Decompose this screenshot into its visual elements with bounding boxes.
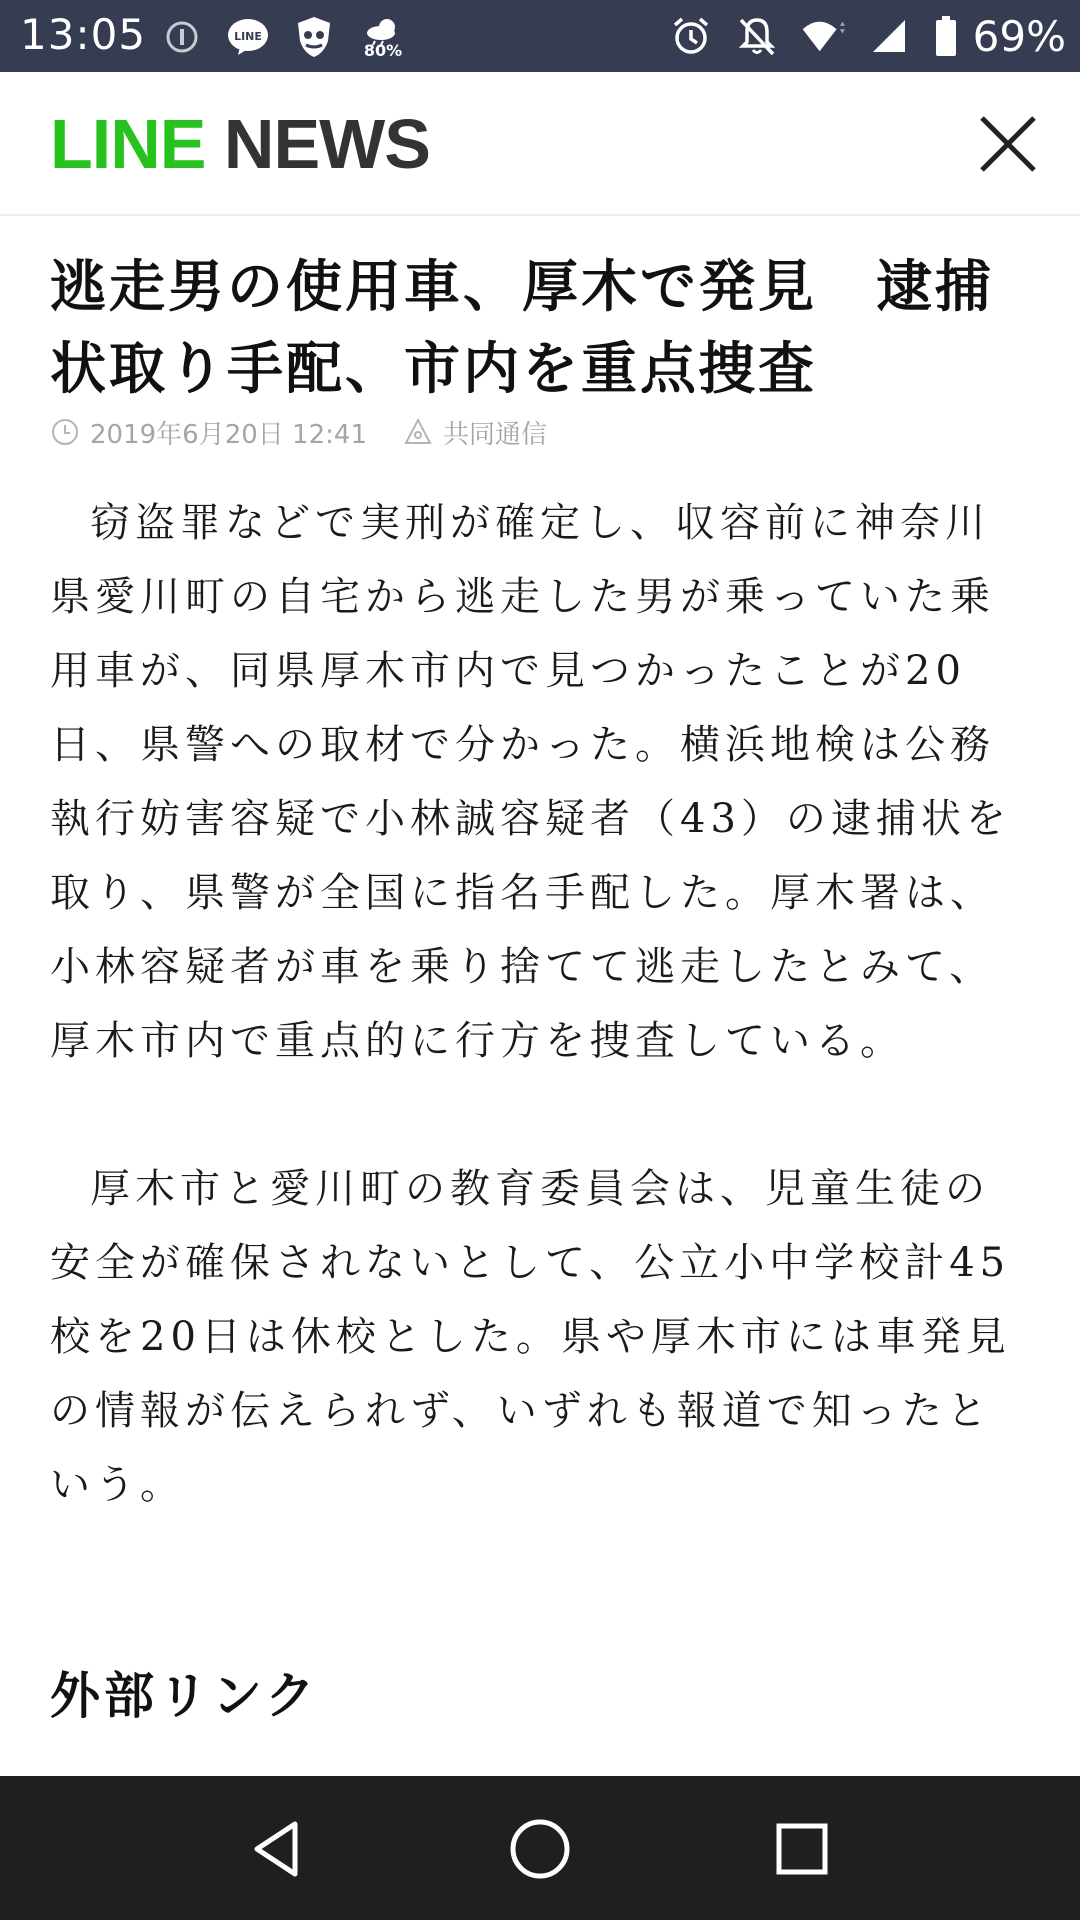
svg-text:LINE: LINE xyxy=(234,30,262,43)
article-source[interactable] xyxy=(403,414,547,451)
recents-button[interactable] xyxy=(769,1816,835,1882)
system-icons xyxy=(669,10,1066,62)
signal-icon xyxy=(867,14,911,58)
wifi-icon xyxy=(801,14,845,58)
info-icon xyxy=(160,15,204,59)
shield-icon xyxy=(292,15,336,59)
external-links-title: 外部リンク xyxy=(50,1666,319,1725)
back-button[interactable] xyxy=(245,1816,311,1882)
home-icon xyxy=(507,1816,573,1882)
alarm-icon xyxy=(669,14,713,58)
line-icon xyxy=(226,15,270,59)
app-header xyxy=(0,72,1080,216)
article-body xyxy=(50,486,1030,1596)
mute-icon xyxy=(735,14,779,58)
article[interactable] xyxy=(0,216,1080,1776)
article-date-text: 2019年6月20日 12:41 xyxy=(90,419,367,450)
publisher-icon xyxy=(403,417,433,447)
clock-icon xyxy=(50,417,80,447)
logo-news-text: NEWS xyxy=(205,105,430,183)
article-meta xyxy=(50,412,547,452)
article-paragraph-2: 厚木市と愛川町の教育委員会は、児童生徒の安全が確保されないとして、公立小中学校計45校を20日は休校とした。県や厚木市には車発見の情報が伝えられず、いずれも報道で知ったという。 xyxy=(50,1166,1011,1508)
home-button[interactable] xyxy=(507,1816,573,1882)
battery-percent: 69% xyxy=(972,11,1066,61)
close-icon xyxy=(976,112,1040,176)
article-headline: 逃走男の使用車、厚木で発見 逮捕状取り手配、市内を重点捜査 xyxy=(50,254,994,402)
recents-icon xyxy=(769,1816,835,1882)
logo-line-text: LINE xyxy=(50,105,206,183)
notification-icons xyxy=(160,12,408,62)
status-time: 13:05 xyxy=(20,10,147,59)
article-source-text: 共同通信 xyxy=(443,419,548,450)
weather-percent: 80% xyxy=(363,40,403,60)
line-news-logo xyxy=(50,106,430,182)
status-bar xyxy=(0,0,1080,72)
weather-indicator xyxy=(358,15,408,60)
close-button[interactable] xyxy=(976,112,1040,176)
article-date xyxy=(50,414,367,451)
navigation-bar xyxy=(0,1776,1080,1920)
article-paragraph-1: 窃盗罪などで実刑が確定し、収容前に神奈川県愛川町の自宅から逃走した男が乗っていた乗用車が、同県厚木市内で見つかったことが20日、県警への取材で分かった。横浜地検は公務執行妨害容疑で小林誠容疑者（43）の逮捕状を取り、県警が全国に指名手配した。厚木署は、小林容疑者が車を乗り捨てて逃走したとみて、厚木市内で重点的に行方を捜査している。 xyxy=(50,500,1011,1064)
battery-icon xyxy=(933,14,959,58)
back-icon xyxy=(245,1816,311,1882)
